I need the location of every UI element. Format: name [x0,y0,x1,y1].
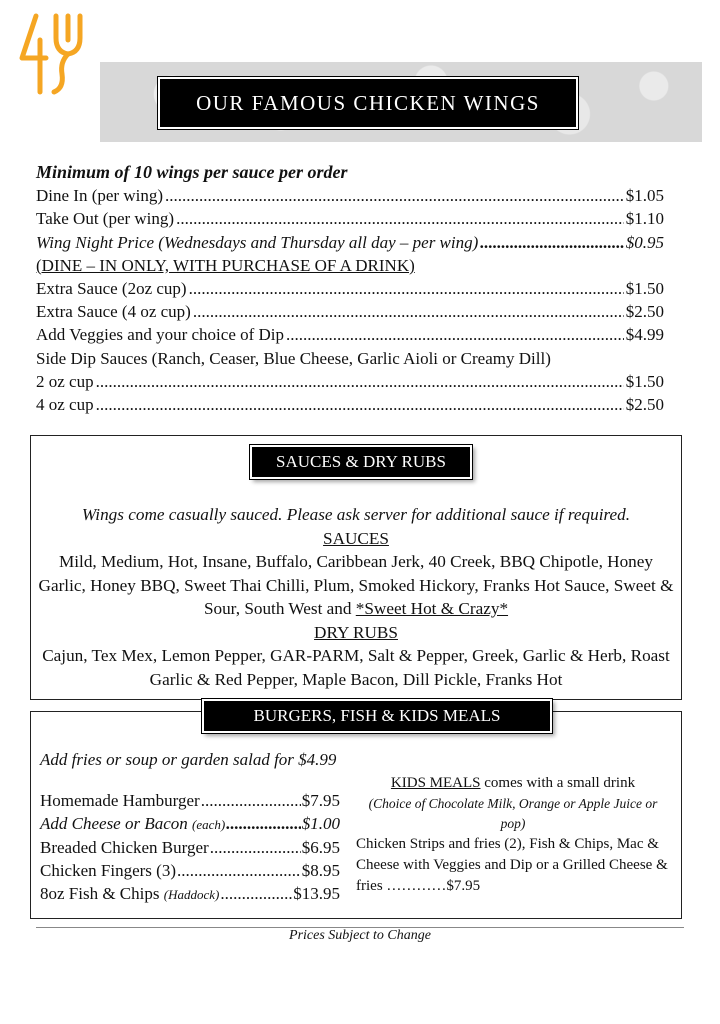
kids-meals-title: KIDS MEALS comes with a small drink [390,775,636,791]
menu-row-take-out: Take Out (per wing) ..... $1.10 [36,207,664,230]
menu-row-add-cheese: Add Cheese or Bacon (each) ..... $1.00 [40,812,340,836]
menu-row-chicken-fingers: Chicken Fingers (3) ..... $8.95 [40,859,340,882]
side-dip-sauces: Side Dip Sauces (Ranch, Ceaser, Blue Cheese, Garlic Aioli or Creamy Dill) [36,348,551,368]
dry-rubs-heading: DRY RUBS [314,622,398,642]
dry-rubs-list: Cajun, Tex Mex, Lemon Pepper, GAR-PARM, Salt & Pepper, Greek, Garlic & Herb, Roast Garlic & Red Pepper, Maple Bacon, Dill Pickle, Franks Hot [42,646,670,689]
menu-row-wing-night: Wing Night Price (Wednesdays and Thursday all day – per wing) ..... $0.95 [36,231,664,254]
kids-meals-price: $7.95 [446,878,481,894]
burgers-section-title: BURGERS, FISH & KIDS MEALS [202,699,552,733]
footer-note: Prices Subject to Change [289,928,431,943]
menu-row-chicken-burger: Breaded Chicken Burger ..... $6.95 [40,836,340,859]
wings-heading: Minimum of 10 wings per sauce per order [36,162,348,182]
page-title: OUR FAMOUS CHICKEN WINGS [158,77,578,129]
menu-row-dip-4oz: 4 oz cup ..... $2.50 [36,393,664,416]
menu-row-dine-in: Dine In (per wing) ..... $1.05 [36,184,664,207]
add-fries-note: Add fries or soup or garden salad for $4.99 [40,750,337,769]
sauces-special: *Sweet Hot & Crazy* [355,599,509,618]
kids-drink-note: (Choice of Chocolate Milk, Orange or Apple Juice or pop) [368,796,658,831]
menu-row-fish-chips: 8oz Fish & Chips (Haddock) ..... $13.95 [40,882,340,906]
menu-row-extra-sauce-2oz: Extra Sauce (2oz cup) ..... $1.50 [36,277,664,300]
kids-meals [356,773,670,897]
sauces-list: Mild, Medium, Hot, Insane, Buffalo, Caribbean Jerk, 40 Creek, BBQ Chipotle, Honey Garlic, Honey BBQ, Sweet Thai Chilli, Plum, Smoked Hickory, Franks Hot Sauce, Sweet & Sour, South West and *Sweet Hot & Crazy* [38,552,674,618]
kids-meals-body: Chicken Strips and fries (2), Fish & Chips, Mac & Cheese with Veggies and Dip or a Grilled Cheese & fries …………$7.95 [356,836,668,894]
menu-row-hamburger: Homemade Hamburger ..... $7.95 [40,789,340,812]
sauces-note: Wings come casually sauced. Please ask server for additional sauce if required. [81,505,631,524]
fork-logo-icon [16,10,88,96]
sauces-section-title: SAUCES & DRY RUBS [250,445,472,479]
wings-price-list [36,161,664,416]
menu-row-dip-2oz: 2 oz cup ..... $1.50 [36,370,664,393]
sauces-content [36,503,676,691]
menu-row-extra-sauce-4oz: Extra Sauce (4 oz cup) ..... $2.50 [36,300,664,323]
sauces-heading: SAUCES [323,528,389,548]
burgers-list [40,748,340,906]
menu-row-veggies: Add Veggies and your choice of Dip ..... $4.99 [36,323,664,346]
wing-night-condition: (DINE – IN ONLY, WITH PURCHASE OF A DRINK) [36,255,415,275]
